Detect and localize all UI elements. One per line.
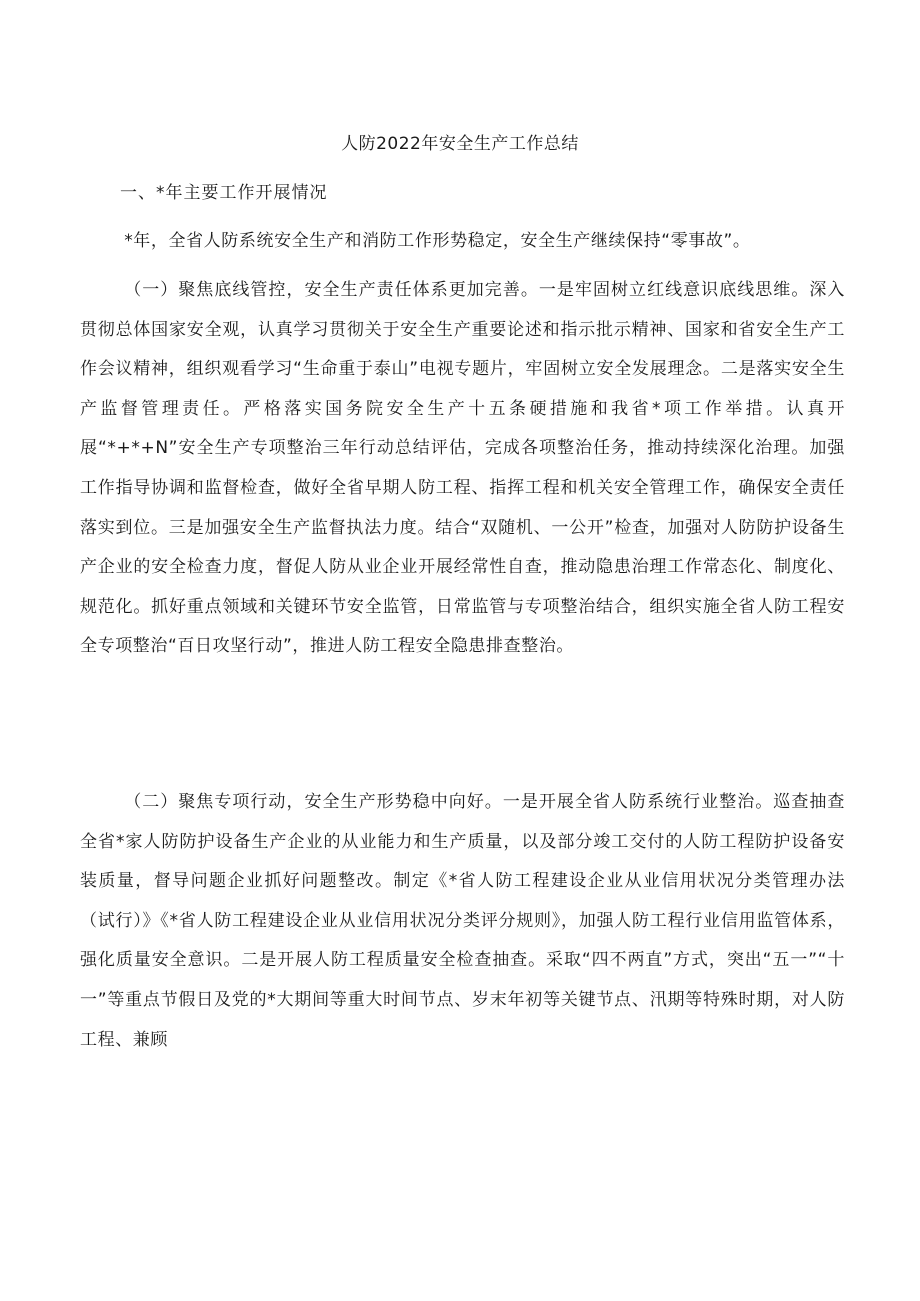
- paragraph-special-actions: （二）聚焦专项行动，安全生产形势稳中向好。一是开展全省人防系统行业整治。巡查抽查全省*家人防防护设备生产企业的从业能力和生产质量，以及部分竣工交付的人防工程防护设备安装质量，督导问题企业抓好问题整改。制定《*省人防工程建设企业从业信用状况分类管理办法（试行）》《*省人防工程建设企业从业信用状况分类评分规则》，加强人防工程行业信用监管体系，强化质量安全意识。二是开展人防工程质量安全检查抽查。采取“四不两直”方式，突出“五一”“十一”等重点节假日及党的*大期间等重大时间节点、岁末年初等关键节点、汛期等特殊时期，对人防工程、兼顾: [80, 792, 845, 1050]
- section-heading: 一、*年主要工作开展情况: [120, 183, 328, 203]
- document-title: 人防2022年安全生产工作总结: [341, 134, 579, 154]
- paragraph-responsibility-system: （一）聚焦底线管控，安全生产责任体系更加完善。一是牢固树立红线意识底线思维。深入贯彻总体国家安全观，认真学习贯彻关于安全生产重要论述和指示批示精神、国家和省安全生产工作会议精神，组织观看学习“生命重于泰山”电视专题片，牢固树立安全发展理念。二是落实安全生产监督管理责任。严格落实国务院安全生产十五条硬措施和我省*项工作举措。认真开展“*+*+N”安全生产专项整治三年行动总结评估，完成各项整治任务，推动持续深化治理。加强工作指导协调和监督检查，做好全省早期人防工程、指挥工程和机关安全管理工作，确保安全责任落实到位。三是加强安全生产监督执法力度。结合“双随机、一公开”检查，加强对人防防护设备生产企业的安全检查力度，督促人防从业企业开展经常性自查，推动隐患治理工作常态化、制度化、规范化。抓好重点领域和关键环节安全监管，日常监管与专项整治结合，组织实施全省人防工程安全专项整治“百日攻坚行动”，推进人防工程安全隐患排查整治。: [80, 280, 845, 657]
- paragraph-intro: *年，全省人防系统安全生产和消防工作形势稳定，安全生产继续保持“零事故”。: [124, 231, 751, 251]
